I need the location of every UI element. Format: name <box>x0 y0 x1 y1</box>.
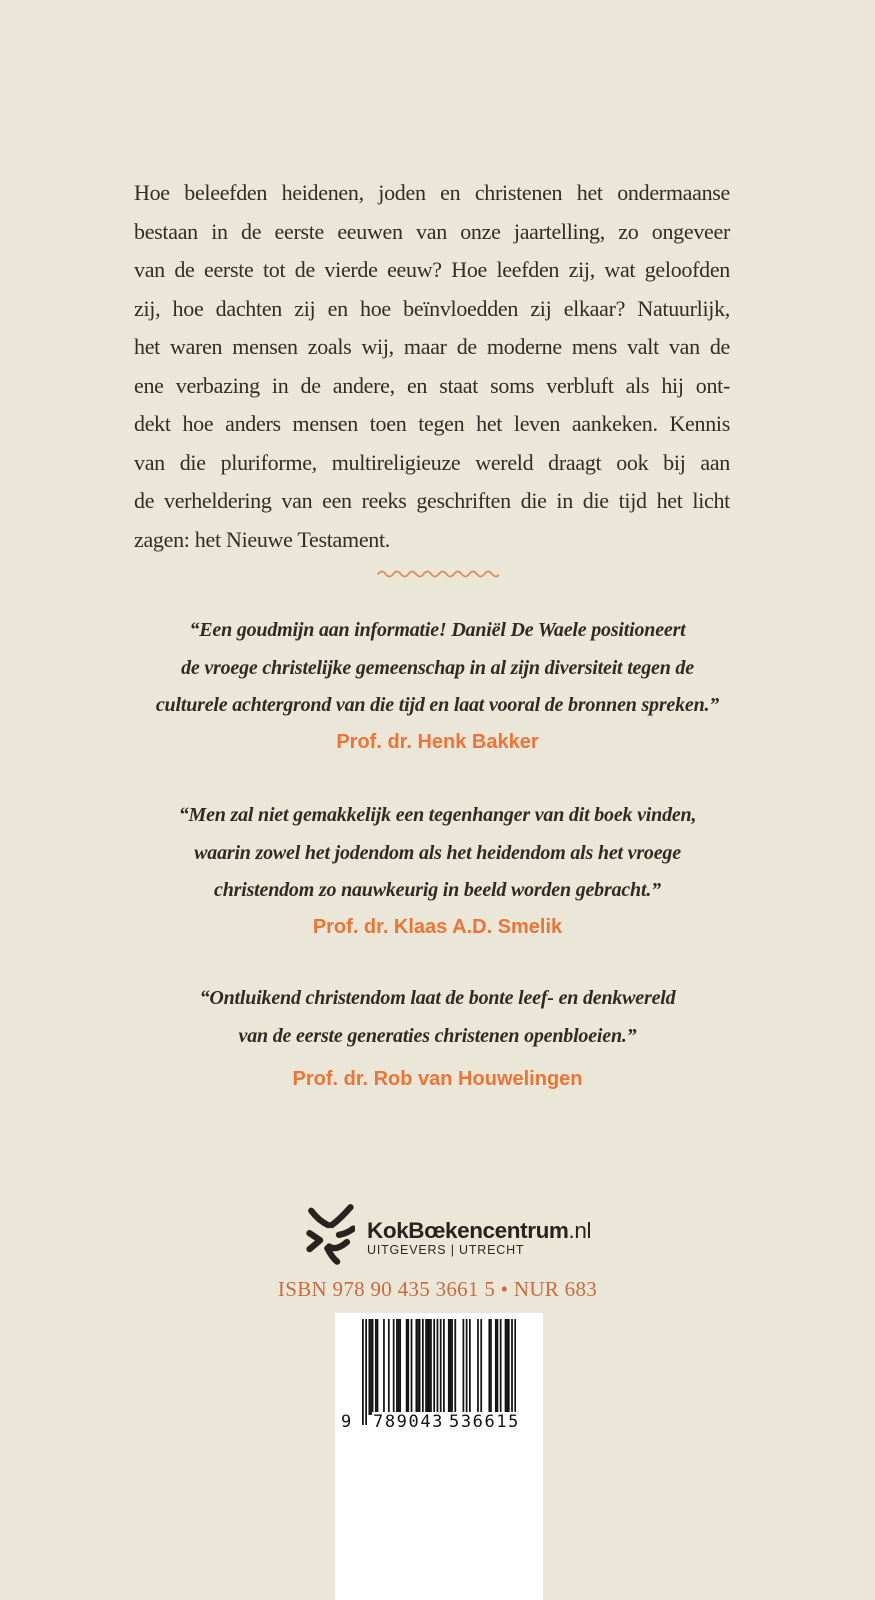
barcode-digit-right: 536615 <box>449 1412 521 1432</box>
intro-line: van die pluriforme, multireligieuze wereld draagt ook bij aan <box>134 449 730 475</box>
quote-line: “Een goudmijn aan informatie! Daniël De Waele positioneert <box>189 619 686 641</box>
intro-paragraph <box>134 174 730 559</box>
barcode-digit-mid: 789043 <box>373 1412 445 1432</box>
publisher-tagline: UITGEVERS | UTRECHT <box>367 1243 525 1257</box>
intro-line: het waren mensen zoals wij, maar de moderne mens valt van de <box>134 334 730 359</box>
intro-line: de verheldering van een reeks geschriften die in die tijd het licht <box>134 488 730 513</box>
publisher-logo-text <box>367 1203 591 1258</box>
quote-line: waarin zowel het jodendom als het heidendom als het vroege <box>194 841 681 864</box>
quote-line: “Men zal niet gemakkelijk een tegenhanger van dit boek vinden, <box>178 804 697 826</box>
quote-line: culturele achtergrond van die tijd en laat vooral de bronnen spreken.” <box>155 694 720 716</box>
intro-line: zij, hoe dachten zij en hoe beïnvloedden zij elkaar? Natuurlijk, <box>134 295 730 321</box>
quote-attribution-3: Prof. dr. Rob van Houwelingen <box>292 1068 583 1090</box>
intro-line: van de eerste tot de vierde eeuw? Hoe leefden zij, wat geloofden <box>134 257 730 282</box>
barcode-digit-left: 9 <box>341 1412 352 1432</box>
intro-line: dekt hoe anders mensen toen tegen het leven aankeken. Kennis <box>134 411 730 436</box>
intro-line: ene verbazing in de andere, en staat soms verbluft als hij ont- <box>134 372 730 398</box>
intro-line: Hoe beleefden heidenen, joden en christenen het ondermaanse <box>134 180 730 205</box>
isbn-line: ISBN 978 90 435 3661 5 • NUR 683 <box>277 1277 598 1301</box>
publisher-logo-mark-icon <box>305 1203 355 1265</box>
barcode-bars <box>362 1319 516 1425</box>
quote-line: christendom zo nauwkeurig in beeld worden gebracht.” <box>214 879 661 901</box>
quote-block-2 <box>0 797 875 910</box>
intro-line: zagen: het Nieuwe Testament. <box>134 526 390 552</box>
quote-attribution-2: Prof. dr. Klaas A.D. Smelik <box>312 916 563 938</box>
quote-attribution-1: Prof. dr. Henk Bakker <box>336 731 539 753</box>
quote-block-3 <box>0 980 875 1055</box>
barcode <box>335 1313 543 1600</box>
quote-line: van de eerste generaties christenen openbloeien.” <box>238 1024 637 1047</box>
intro-line: bestaan in de eerste eeuwen van onze jaartelling, zo ongeveer <box>134 218 730 244</box>
publisher-tld: .nl <box>568 1218 592 1243</box>
publisher-logo <box>305 1203 591 1265</box>
quote-block-1 <box>0 612 875 725</box>
quote-line: “Ontluikend christendom laat de bonte leef- en denkwereld <box>199 987 676 1009</box>
publisher-name: KokBœkencentrum <box>367 1218 569 1243</box>
wavy-divider-icon <box>377 569 499 579</box>
publisher-wordmark <box>367 1220 591 1242</box>
quote-line: de vroege christelijke gemeenschap in al zijn diversiteit tegen de <box>181 656 694 679</box>
